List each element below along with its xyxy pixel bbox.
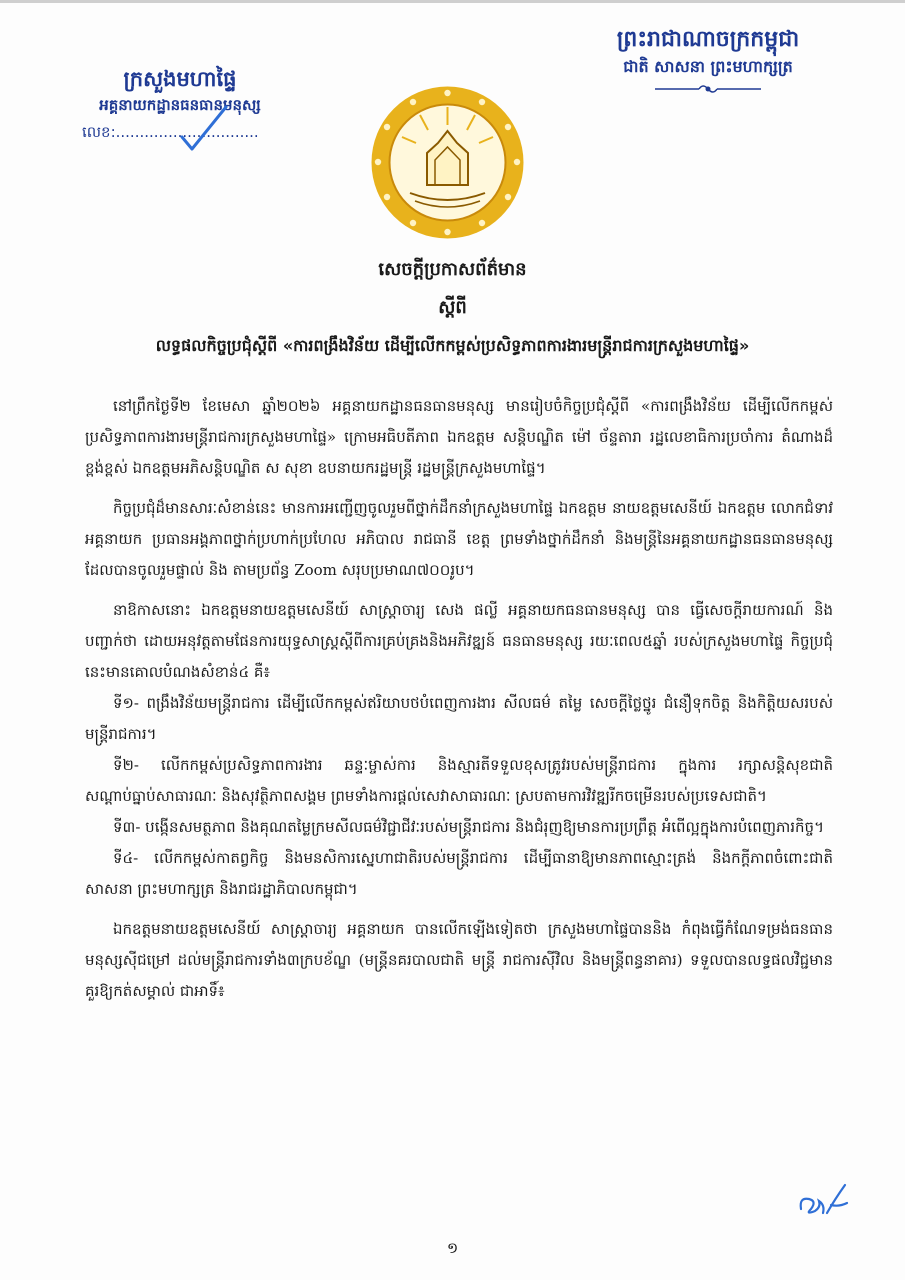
page-number: ១ [446,1239,459,1257]
paragraph: នៅព្រឹកថ្ងៃទី២ ខែមេសា ឆ្នាំ២០២៦ អគ្គនាយកដ្ឋានធនធានមនុស្ស មានរៀបចំកិច្ចប្រជុំស្តីពី «ការពង្រឹងវិន័យ ដើម្បីលើកកម្ពស់ប្រសិទ្ធភាពការងារមន្ត្រីរាជការក្រសួងមហាផ្ទៃ» ក្រោមអធិបតីភាព ឯកឧត្តម សន្តិបណ្ឌិត ម៉ៅ ច័ន្ទតារា រដ្ឋលេខាធិការប្រចាំការ តំណាងដ៏ខ្ពង់ខ្ពស់ ឯកឧត្តមអភិសន្តិបណ្ឌិត ស សុខា ឧបនាយករដ្ឋមន្ត្រី រដ្ឋមន្ត្រីក្រសួងមហាផ្ទៃ។ [85,397,833,477]
list-item: ទី១- ពង្រឹងវិន័យមន្ត្រីរាជការ ដើម្បីលើកកម្ពស់ឥរិយាបថបំពេញការងារ សីលធម៌ តម្លៃ សេចក្តីថ្លៃថ្នូរ ជំនឿទុកចិត្ត និងកិត្តិយសរបស់មន្ត្រីរាជការ។ [85,694,833,743]
paragraph: ឯកឧត្តមនាយឧត្តមសេនីយ៍ សាស្ត្រាចារ្យ អគ្គនាយក បានលើកឡើងទៀតថា ក្រសួងមហាផ្ទៃបាននិង កំពុងធ្វើកំណែទម្រង់ធនធានមនុស្សស៊ីជម្រៅ ដល់មន្ត្រីរាជការទាំង៣ក្របខ័ណ្ឌ (មន្ត្រីនគរបាលជាតិ មន្ត្រី រាជការស៊ីវិល និងមន្ត្រីពន្ធនាគារ) ទទួលបានលទ្ធផលវិជ្ជមានគួរឱ្យកត់សម្គាល់ ជាអាទិ៍៖ [85,920,833,1000]
checkmark-icon [178,103,230,153]
paragraph: នាឱកាសនោះ ឯកឧត្តមនាយឧត្តមសេនីយ៍ សាស្ត្រាចារ្យ សេង ផល្លី អគ្គនាយកធនធានមនុស្ស បាន ធ្វើសេចក្តីរាយការណ៍ និងបញ្ជាក់ថា ដោយអនុវត្តតាមផែនការយុទ្ធសាស្ត្រស្តីពីការគ្រប់គ្រងនិងអភិវឌ្ឍន៍ ធនធានមនុស្ស រយៈពេល៥ឆ្នាំ របស់ក្រសួងមហាផ្ទៃ កិច្ចប្រជុំនេះមានគោលបំណងសំខាន់៤ គឺ៖ [85,601,833,681]
list-item: ទី៣- បង្កើនសមត្ថភាព និងគុណតម្លៃក្រមសីលធម៌វិជ្ជាជីវៈរបស់មន្ត្រីរាជការ និងជំរុញឱ្យមានការប្រព្រឹត្ត អំពើល្អក្នុងការបំពេញភារកិច្ច។ [113,818,824,836]
list-item: ទី២- លើកកម្ពស់ប្រសិទ្ធភាពការងារ ឆន្ទៈម្ចាស់ការ និងស្មារតីទទួលខុសត្រូវរបស់មន្ត្រីរាជការ ក្នុងការ រក្សាសន្តិសុខជាតិ សណ្តាប់ធ្នាប់សាធារណៈ និងសុវត្ថិភាពសង្គម ព្រមទាំងការផ្តល់សេវាសាធារណៈ ស្របតាមការវិវឌ្ឍរីកចម្រើនរបស់ប្រទេសជាតិ។ [85,756,833,805]
ministry-seal-icon [370,85,525,240]
signature-initials-icon [795,1179,851,1221]
department-name: អគ្គនាយកដ្ឋានធនធានមនុស្ស [99,96,261,114]
press-release-title: សេចក្តីប្រកាសព័ត៌មាន [378,259,527,280]
kingdom-name: ព្រះរាជាណាចក្រកម្ពុជា [616,27,800,52]
kingdom-motto: ជាតិ សាសនា ព្រះមហាក្សត្រ [623,57,793,76]
ministry-header [70,65,290,147]
paragraph: កិច្ចប្រជុំដ៏មានសារៈសំខាន់នេះ មានការអញ្ជើញចូលរួមពីថ្នាក់ដឹកនាំក្រសួងមហាផ្ទៃ ឯកឧត្តម នាយឧត្តមសេនីយ៍ ឯកឧត្តម លោកជំទាវ អគ្គនាយក ប្រធានអង្គភាពថ្នាក់ប្រហាក់ប្រហែល អភិបាល រាជធានី ខេត្ត ព្រមទាំងថ្នាក់ដឹកនាំ និងមន្ត្រីនៃអគ្គនាយកដ្ឋានធនធានមនុស្ស ដែលបានចូលរួមផ្ទាល់ និង តាមប្រព័ន្ធ Zoom សរុបប្រមាណ៧០០រូប។ [85,499,833,579]
title-block [60,258,845,358]
title-about: ស្តីពី [438,297,467,318]
ministry-name: ក្រសួងមហាផ្ទៃ [123,67,237,91]
kingdom-header [603,25,813,101]
document-body [85,391,833,1016]
ornament-divider-icon [653,81,763,97]
reference-number: លេខ:.............................. [82,123,259,141]
meeting-subject: លទ្ធផលកិច្ចប្រជុំស្តីពី «ការពង្រឹងវិន័យ ដើម្បីលើកកម្ពស់ប្រសិទ្ធភាពការងារមន្ត្រីរាជការក្រសួងមហាផ្ទៃ» [155,336,750,355]
list-item: ទី៤- លើកកម្ពស់កាតព្វកិច្ច និងមនសិការស្នេហាជាតិរបស់មន្ត្រីរាជការ ដើម្បីធានាឱ្យមានភាពស្មោះត្រង់ និងកក្តីភាពចំពោះជាតិ សាសនា ព្រះមហាក្សត្រ និងរាជរដ្ឋាភិបាលកម្ពុជា។ [85,849,833,898]
